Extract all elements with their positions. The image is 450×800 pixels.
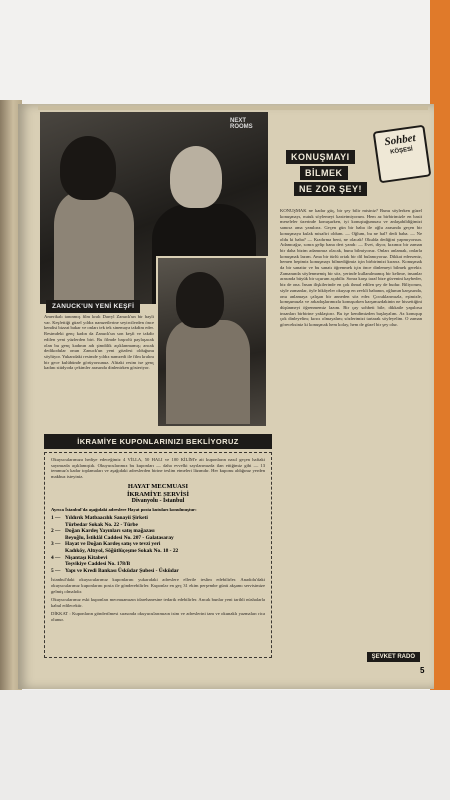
coupon-service-name bbox=[51, 483, 265, 498]
coupon-box bbox=[44, 452, 272, 658]
coupon-note: İstanbul'daki okuyucularımız kuponlarını yukarıdaki adreslere ellerile teslim edebilirler. Anadolu'daki okuyucularımız kuponlarını posta ile gönderebilirler. Kuponlar en geç 31 ekim perşembe günü akşamı servisimize gelmiş olmalıdır. bbox=[51, 577, 265, 594]
woman-seated-head bbox=[176, 272, 224, 328]
coupon-note: Okuyucularımız eski kuponları mecmuamızın idarehanesine tedarik edebilirler. Ancak bunlar yeni tarihli nüshalarla kabul edilecektir. bbox=[51, 597, 265, 608]
location-item bbox=[51, 515, 265, 528]
location-number: 2 — bbox=[51, 528, 61, 535]
location-number: 1 — bbox=[51, 514, 61, 521]
inset-photo bbox=[156, 256, 268, 428]
location-address: Kadıköy, Altıyol, Söğütlüçeşme Sokak No. 18 - 22 bbox=[65, 547, 179, 554]
location-item bbox=[51, 541, 265, 554]
column-body: KONUŞMAK ne kadar güç, bir şey bilir misiniz? Bunu söylerken güzel konuşmayı, nutuk söylemeyi kastetmiyorum. Hem az birbirimizle en basit meseleler üzerinde konuşurken, iyi konuştuğumuzu ve anlaşabildiğimizi sanırız ama yanılırız. Geçen gün bir baba ile oğlu arasında geçen bir konuşmaya kulak misafiri oldum. — Oğlum, bu ne hal? dedi baba. — Ne oldu ki baba? — Kızdırma beni, ne olacak! Okulda dediğini yapmıyorsun. Adamcağız, sonra gelip bana dert yandı: — Evet, diyor, kızımız bir zaman bir daha bizim adamımız olacak, bunu bilmiyoruz. Onları anlamak, onlarla konuşmak lazım. Ama bir türlü ortak bir dil bulamıyoruz. Dikkat ederseniz, hemen hepimiz konuşmayı bilmediğimiz için birbirimizi kırarız. Konuşmak da bir sanattır ve bu sanatı öğrenmek için önce dinlemeyi bilmek gerekir. Zamanında söylenmemiş bir söz, yerinde kullanılmamış bir kelime, insanlar arasında büyük bir uçurum açabilir. Sonra karşı taraf bize güvenini kaybeder, biz de ona. İnsan ilişkilerinde en çok ihmal edilen şey de budur. Biliyorum, siyle zamanlar, öyle hikâyeler okuyup en zevkli babanın, oğlunun karşısında, onu anlamaya çalışan bir anneden söz eder. Çocuklarımızla, eşimizle, komşumuzla ve arkadaşlarımızla konuşurken karşımızdakinin ne hissettiğini düşünmeyi öğrenmemiz lazım. Bir çay sohbeti bile, dikkatle yapılırsa insanları birbirine yaklaştırır. Bu işe kendimizden başlayalım. Az konuşup çok dinleyelim; kırıcı olmayalım; sözlerimizi tartarak söyleyelim. O zaman göreceksiniz ki konuşmak hem kolay, hem de güzel bir şey olur. bbox=[280, 208, 422, 328]
location-address: Teşvikiye Caddesi No. 178/B bbox=[65, 561, 131, 568]
coupon-city: Divanyolu - İstanbul bbox=[131, 498, 185, 505]
photo-sign: NEXT ROOMS bbox=[230, 118, 253, 130]
location-number: 4 — bbox=[51, 554, 61, 561]
location-name: Nişantaşı Kitabevi bbox=[65, 554, 108, 561]
sohbet-logo bbox=[373, 125, 432, 184]
location-item bbox=[51, 555, 265, 568]
coupon-warning: DİKKAT : Kuponların gönderilmesi sırasında okuyucularımızın isim ve adreslerini tam ve okunaklı yazmaları rica olunur. bbox=[51, 611, 265, 622]
logo-sub: KÖŞESİ bbox=[389, 146, 414, 156]
location-name: Hayat ve Doğan Kardeş satış ve tevzi yeri bbox=[65, 541, 161, 548]
location-number: 3 — bbox=[51, 541, 61, 548]
column-author: ŞEVKET RADO bbox=[367, 652, 420, 662]
location-name: Yıldırık Matbaacılık Sanayii Şirketi bbox=[65, 514, 148, 521]
title-line: NE ZOR ŞEY! bbox=[294, 182, 367, 196]
coupon-header: İKRAMİYE KUPONLARINIZI BEKLİYORUZ bbox=[44, 434, 272, 449]
woman-figure bbox=[54, 192, 134, 302]
title-line: BİLMEK bbox=[300, 166, 348, 180]
location-item bbox=[51, 568, 265, 575]
location-number: 5 — bbox=[51, 567, 61, 574]
magazine-page bbox=[18, 104, 434, 689]
photo-caption-text: Amerikalı tanınmış film kralı Darryl Zanuck'un bir hayli var. Keşfettiği güzel yıldız namzetlerine seyircilerden önce kendisi bizzat bakar ve onları tek tek sinemaya takdim eder. Resimdeki genç kadın da Zanuck'un son keşfi ve takdir edilen yeni yüzlerden biri. Bu filmde başrolü paylaşacak olan bu genç kadının adı şimdilik açıklanmamış; ancak dedikodular onun Zanuck'un yeni gözdesi olduğunu söylüyor. Yukarıdaki resimde yıldız namzedi ile film kralını bir gece kulübünde görüyorsunuz. Alttaki resim ise genç kadını stüdyoda çekimler arasında dinlenirken gösteriyor. bbox=[44, 314, 154, 371]
logo-main: Sohbet bbox=[383, 132, 417, 149]
column-title bbox=[286, 150, 367, 198]
location-item bbox=[51, 528, 265, 541]
location-address: Türbedar Sokak No. 22 - Türbe bbox=[65, 521, 138, 528]
location-name: Yapı ve Kredi Bankası Üsküdar Şubesi - Üsküdar bbox=[65, 567, 179, 574]
man-head bbox=[170, 146, 222, 208]
location-address: Beyoğlu, İstiklâl Caddesi No. 207 - Galatasaray bbox=[65, 534, 174, 541]
desk-surface bbox=[0, 690, 450, 800]
coupon-lead: Ayrıca İstanbul'da aşağıdaki adreslere Hayat posta kutuları konulmuştur: bbox=[51, 507, 197, 513]
woman-seated-figure bbox=[166, 320, 250, 424]
coupon-intro: Okuyucularımıza hediye edeceğimiz 4 VİLLA, 50 HALI ve 100 KİLİM'e ait kuponların nasıl geçen haftaki sayımızda açıklamıştık. Okuyucularımız bu kuponları — daha evvelki sayılarımızda ilan ettiğimiz gibi — 13 temmuz'a kadar toplamaları ve aşağıdaki adreslerden birine teslim etmeleri lâzımdır. Her kuponu aldığınız yerden makbuz isteyiniz. bbox=[51, 457, 265, 479]
photo-caption-title: ZANUCK'UN YENİ KEŞFİ bbox=[46, 300, 140, 313]
service-line: HAYAT MECMUASI bbox=[127, 483, 189, 491]
location-name: Doğan Kardeş Yayınları satış mağazası bbox=[65, 528, 155, 535]
coupon-section bbox=[44, 434, 272, 662]
coupon-locations bbox=[51, 515, 265, 574]
sohbet-column bbox=[276, 128, 426, 664]
top-edge bbox=[38, 106, 428, 110]
title-line: KONUŞMAYI bbox=[286, 150, 355, 164]
woman-head bbox=[60, 136, 116, 200]
page-number: 5 bbox=[420, 666, 425, 675]
service-line: İKRAMİYE SERVİSİ bbox=[126, 490, 190, 498]
